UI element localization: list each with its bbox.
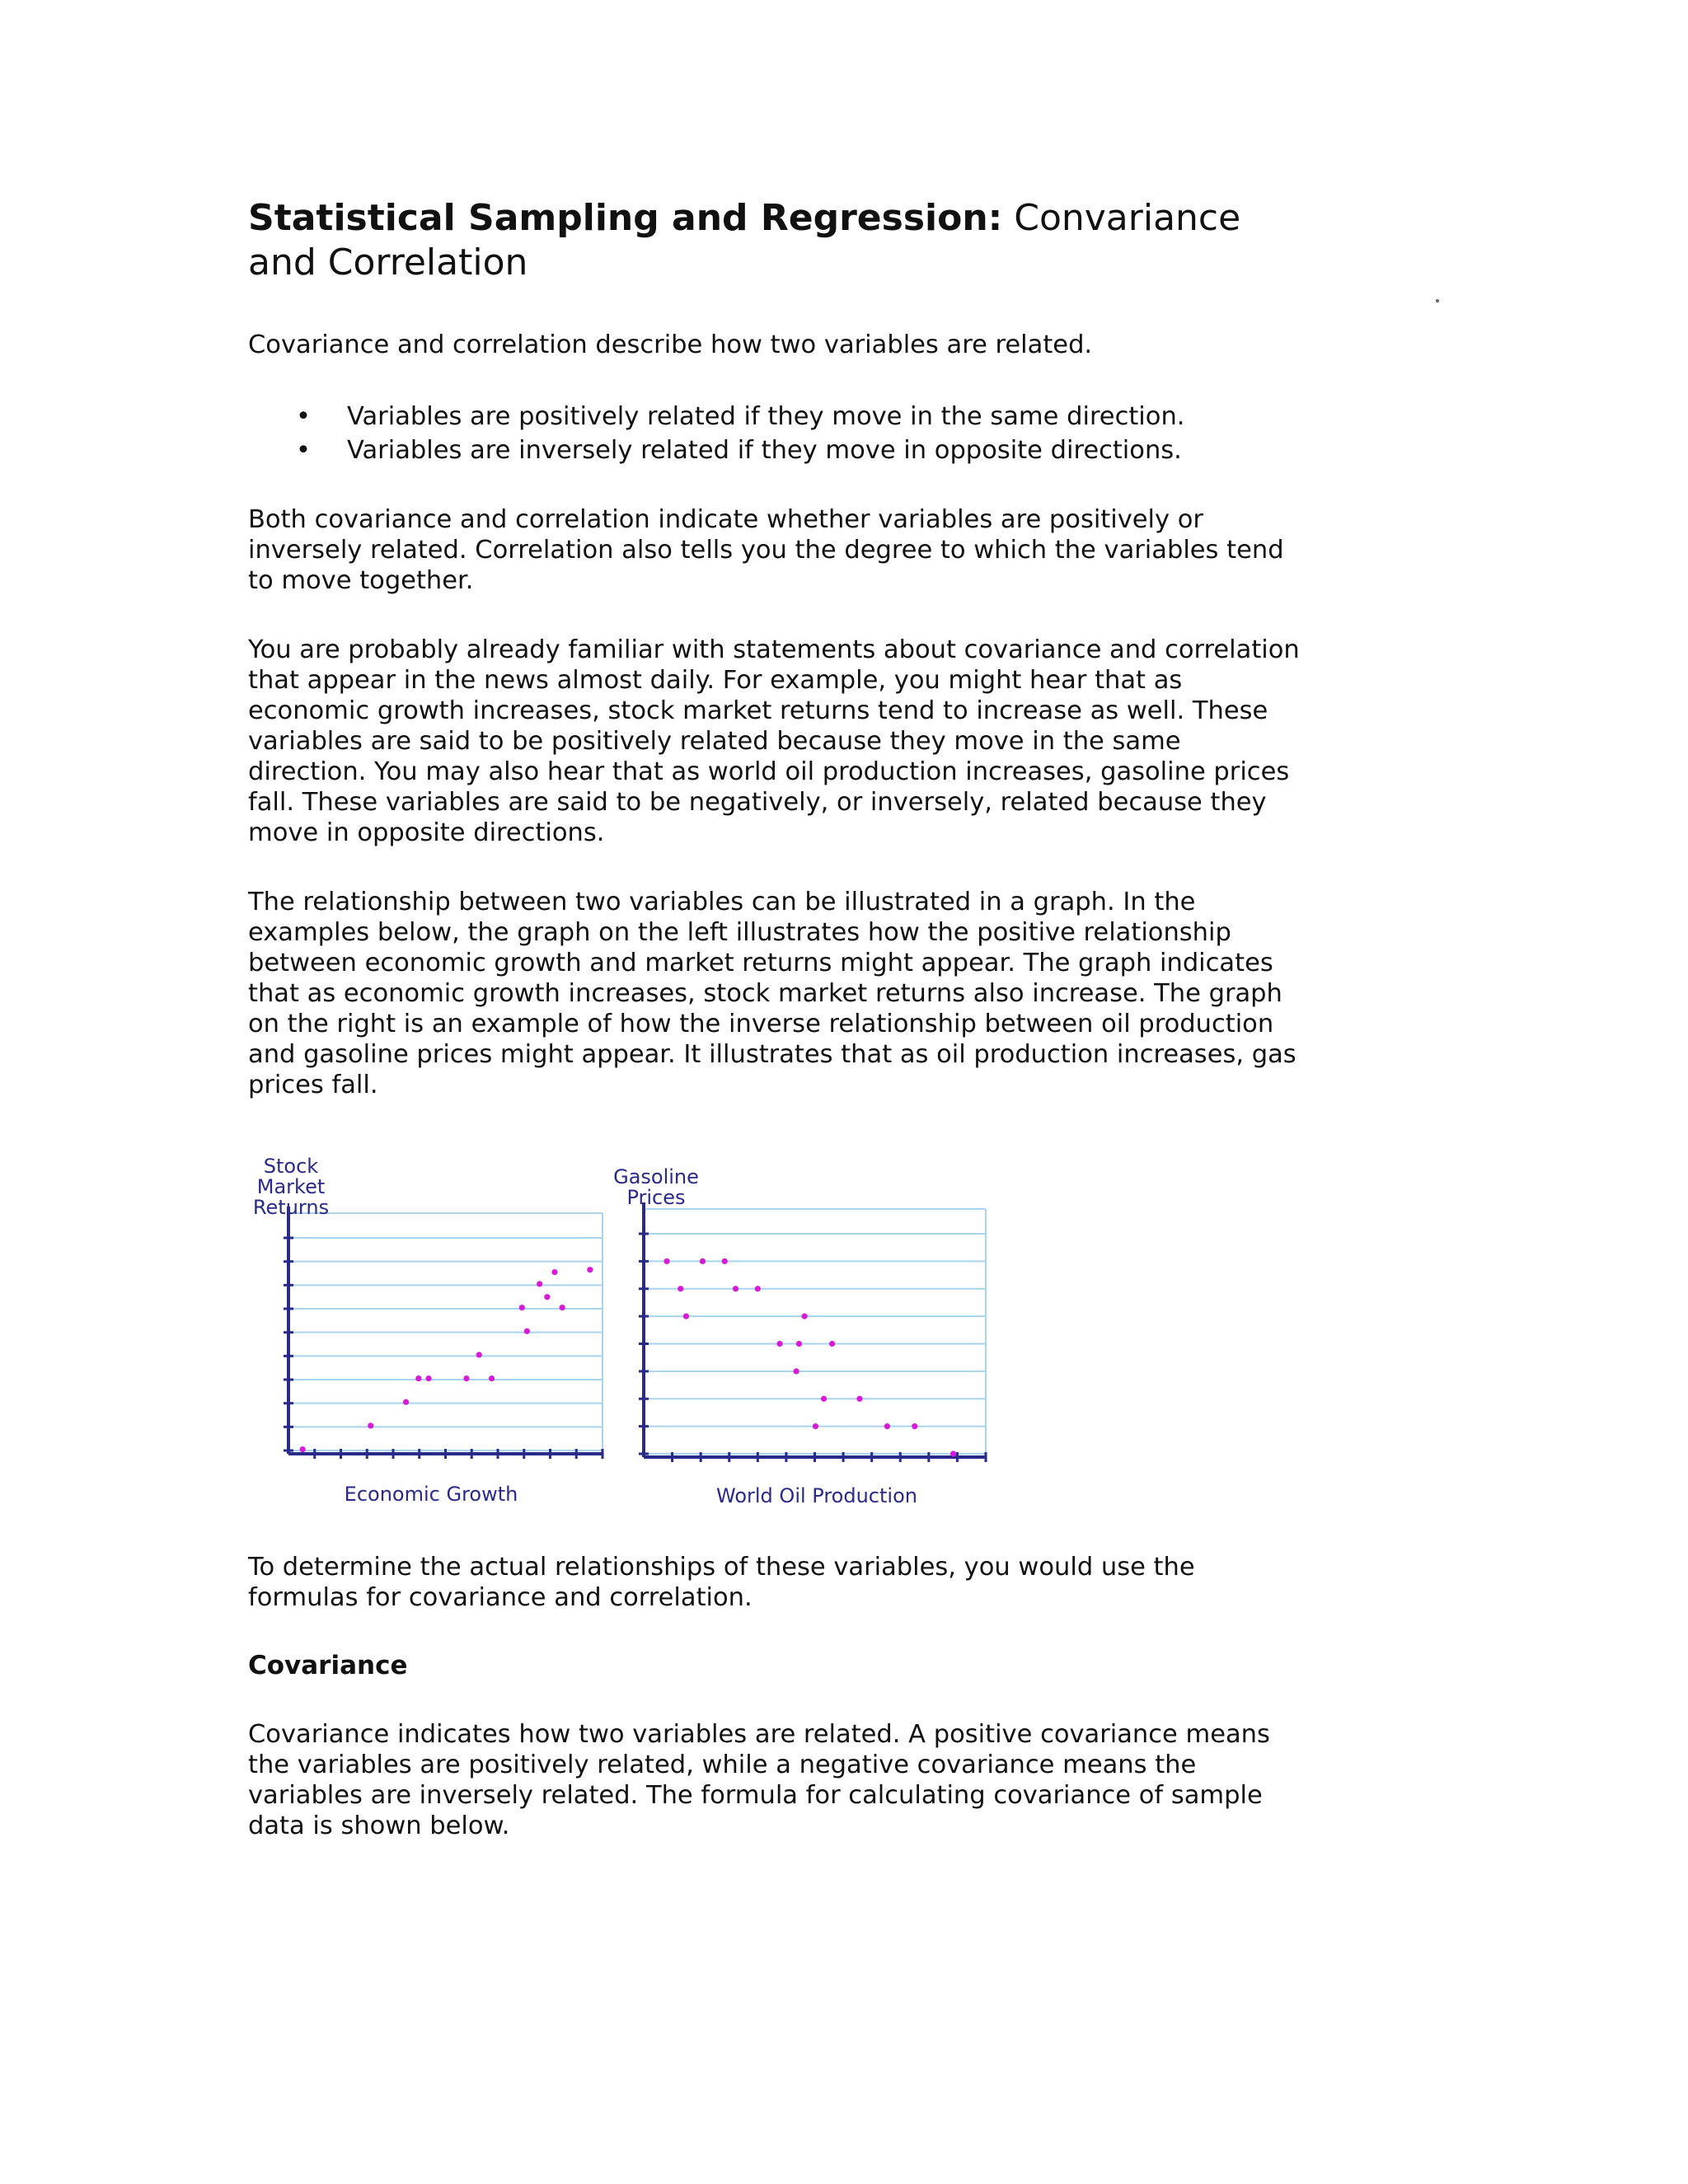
bullet-dot-icon: • [296, 436, 311, 465]
stray-mark [1436, 299, 1439, 302]
data-point [700, 1258, 706, 1264]
paragraph-familiar: You are probably already familiar with statements about covariance and correlation that appear in the news almost daily. For example, you might hear that as economic growth increases, stock market returns tend to increase as well. These variables are said to be positively related because they move in the same direction. You may also hear that as world oil production increases, gasoline prices fall. These variables are said to be negatively, or inversely, related because they move in opposite directions. [248, 635, 1300, 847]
y-axis-label-line: Returns [252, 1196, 330, 1219]
data-point [524, 1329, 530, 1334]
y-axis-label-line: Gasoline [613, 1165, 699, 1188]
charts-figure [248, 1155, 990, 1517]
data-point [300, 1446, 306, 1452]
title-bold: Statistical Sampling and Regression: [248, 197, 1003, 239]
data-point [587, 1267, 593, 1272]
title-normal: Convariance and Correlation [248, 197, 1241, 284]
data-point [829, 1341, 835, 1347]
data-point [463, 1376, 469, 1381]
data-point [794, 1368, 799, 1374]
data-point [415, 1376, 421, 1381]
data-point [403, 1399, 409, 1405]
data-point [663, 1258, 669, 1264]
data-point [856, 1396, 862, 1402]
data-point [813, 1423, 818, 1429]
paragraph-both: Both covariance and correlation indicate whether variables are positively or inversely related. Correlation also tells you the degree to which the variables tend to move together. [248, 505, 1284, 595]
x-axis-label: Economic Growth [344, 1483, 518, 1506]
gridlines [288, 1213, 603, 1454]
data-point [560, 1305, 565, 1310]
data-point [544, 1294, 550, 1300]
data-point [476, 1352, 482, 1357]
intro-paragraph: Covariance and correlation describe how two variables are related. [248, 330, 1093, 359]
data-point [368, 1422, 373, 1428]
y-axis-label [253, 1155, 329, 1219]
data-point [912, 1423, 917, 1429]
gasoline-prices-chart [611, 1155, 990, 1517]
data-point [489, 1376, 495, 1381]
data-point [755, 1286, 761, 1291]
bullet-text: Variables are positively related if they move in the same direction. [347, 402, 1185, 431]
data-point [425, 1376, 431, 1381]
bullet-item [248, 400, 1303, 434]
y-axis-label-line: Market [256, 1175, 326, 1198]
document-content [248, 196, 1303, 1841]
stock-returns-chart [250, 1155, 604, 1517]
data-point [537, 1281, 542, 1286]
data-point [776, 1341, 782, 1347]
data-point [802, 1314, 808, 1319]
data-point [551, 1269, 557, 1275]
data-point [884, 1423, 890, 1429]
y-axis-label-line: Stock [263, 1155, 319, 1178]
data-point [950, 1451, 956, 1456]
data-point [821, 1396, 827, 1402]
y-axis-label [613, 1165, 699, 1209]
data-point [678, 1286, 683, 1291]
covariance-heading: Covariance [248, 1651, 408, 1680]
y-axis-label-line: Prices [626, 1186, 686, 1209]
paragraph-relationship: The relationship between two variables can be illustrated in a graph. In the examples below, the graph on the left illustrates how the positive relationship between economic growth and market returns might appear. The graph indicates that as economic growth increases, stock market returns also increase. The graph on the right is an example of how the inverse relationship between oil production and gasoline prices might appear. It illustrates that as oil production increases, gas prices fall. [248, 888, 1296, 1099]
data-point [519, 1305, 525, 1310]
bullet-text: Variables are inversely related if they move in opposite directions. [347, 436, 1182, 465]
paragraph-covariance: Covariance indicates how two variables are related. A positive covariance means the variables are positively related, while a negative covariance means the variables are inversely related. The formula for calculating covariance of sample data is shown below. [248, 1720, 1270, 1840]
bullet-dot-icon: • [296, 402, 311, 431]
x-axis-label: World Oil Production [716, 1484, 917, 1507]
page-title [248, 196, 1303, 285]
bullet-item [248, 434, 1303, 467]
data-point [722, 1258, 728, 1264]
data-point [796, 1341, 802, 1347]
data-point [683, 1314, 689, 1319]
gridlines [644, 1209, 986, 1457]
data-point [733, 1286, 738, 1291]
paragraph-determine: To determine the actual relationships of these variables, you would use the formulas for covariance and correlation. [248, 1553, 1195, 1612]
bullet-list [248, 400, 1303, 467]
